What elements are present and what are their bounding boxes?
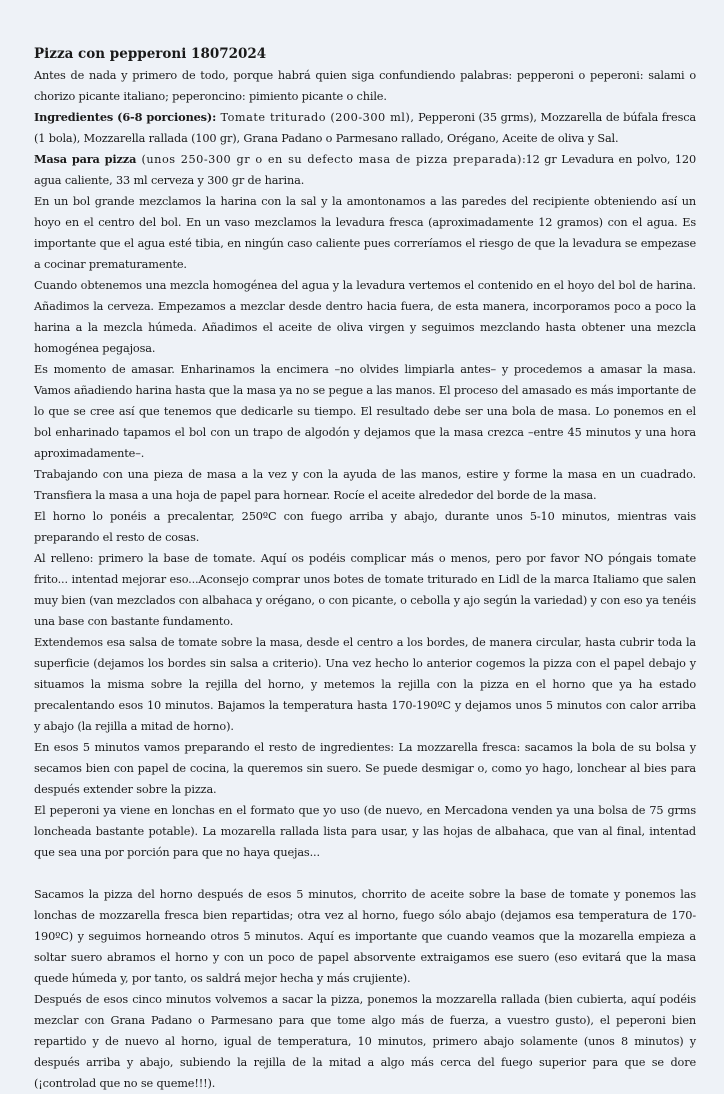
ingredients-paragraph	[34, 107, 696, 149]
body-paragraph: En esos 5 minutos vamos preparando el resto de ingredientes: La mozzarella fresca: sacamos la bola de su bolsa y secamos bien con papel de cocina, la queremos sin suero. Se puede desmigar o, como yo hago, lonchear al bies para después extender sobre la pizza.	[34, 741, 696, 796]
dough-paragraph	[34, 149, 696, 191]
body-paragraph: Sacamos la pizza del horno después de esos 5 minutos, chorrito de aceite sobre la base de tomate y ponemos las lonchas de mozzarella fresca bien repartidas; otra vez al horno, fuego sólo abajo (dejamos esa temperatura de 170-190ºC) y seguimos horneando otros 5 minutos. Aquí es importante que cuando veamos que la mozarella empieza a soltar suero abramos el horno y con un poco de papel absorvente extraigamos ese suero (eso evitará que la masa quede húmeda y, por tanto, os saldrá mejor hecha y más crujiente).	[34, 888, 696, 985]
body-paragraph: Cuando obtenemos una mezcla homogénea del agua y la levadura vertemos el contenido en el hoyo del bol de harina. Añadimos la cerveza. Empezamos a mezclar desde dentro hacia fuera, de esta manera, incorporamos poco a poco la harina a la mezcla húmeda. Añadimos el aceite de oliva virgen y seguimos mezclando hasta obtener una mezcla homogénea pegajosa.	[34, 279, 696, 355]
ingredients-list: Pepperoni (35 grms), Mozzarella de búfala fresca (1 bola), Mozzarella rallada (100 gr), Grana Padano o Parmesano rallado, Orégano, Aceite de oliva y Sal.	[34, 111, 696, 145]
body-paragraph: El horno lo ponéis a precalentar, 250ºC con fuego arriba y abajo, durante unos 5-10 minutos, mientras vais preparando el resto de cosas.	[34, 510, 696, 544]
body-paragraph: Extendemos esa salsa de tomate sobre la masa, desde el centro a los bordes, de manera circular, hasta cubrir toda la superficie (dejamos los bordes sin salsa a criterio). Una vez hecho lo anterior cogemos la pizza con el papel debajo y situamos la misma sobre la rejilla del horno, y metemos la rejilla con la pizza en el horno que ya ha estado precalentando esos 10 minutos. Bajamos la temperatura hasta 170-190ºC y dejamos unos 5 minutos con calor arriba y abajo (la rejilla a mitad de horno).	[34, 636, 696, 733]
body-paragraph: El peperoni ya viene en lonchas en el formato que yo uso (de nuevo, en Mercadona venden ya una bolsa de 75 grms loncheada bastante potable). La mozarella rallada lista para usar, y las hojas de albahaca, que van al final, intentad que sea una por porción para que no haya quejas...	[34, 804, 696, 859]
dough-label: Masa para pizza	[34, 152, 137, 166]
recipe-title: Pizza con pepperoni 18072024	[34, 46, 267, 62]
body-paragraph: Al relleno: primero la base de tomate. Aquí os podéis complicar más o menos, pero por favor NO póngais tomate frito... intentad mejorar eso...Aconsejo comprar unos botes de tomate triturado en Lidl de la marca Italiamo que salen muy bien (van mezclados con albahaca y orégano, o con picante, o cebolla y ajo según la variedad) y con eso ya tenéis una base con bastante fundamento.	[34, 552, 696, 628]
intro-paragraph: Antes de nada y primero de todo, porque habrá quien siga confundiendo palabras: pepperoni o peperoni: salami o chorizo picante italiano; peperoncino: pimiento picante o chile.	[34, 69, 696, 103]
paragraph-gap	[34, 863, 696, 884]
body-paragraph: Después de esos cinco minutos volvemos a sacar la pizza, ponemos la mozzarella rallada (bien cubierta, aquí podéis mezclar con Grana Padano o Parmesano para que tome algo más de fuerza, a vuestro gusto), el peperoni bien repartido y de nuevo al horno, igual de temperatura, 10 minutos, primero abajo solamente (unos 8 minutos) y después arriba y abajo, subiendo la rejilla de la mitad a algo más cerca del fuego superior para que se dore (¡controlad que no se queme!!!).	[34, 993, 696, 1090]
body-paragraph: Es momento de amasar. Enharinamos la encimera –no olvides limpiarla antes– y procedemos a amasar la masa. Vamos añadiendo harina hasta que la masa ya no se pegue a las manos. El proceso del amasado es más importante de lo que se cree así que tenemos que dedicarle su tiempo. El resultado debe ser una bola de masa. Lo ponemos en el bol enharinado tapamos el bol con un trapo de algodón y dejamos que la masa crezca –entre 45 minutos y una hora aproximadamente–.	[34, 363, 696, 460]
ingredients-label: Ingredientes (6-8 porciones):	[34, 110, 217, 124]
ingredients-tomato: Tomate triturado (200-300 ml),	[216, 111, 415, 124]
dough-quantity: (unos 250-300 gr o en su defecto masa de pizza preparada)	[136, 153, 522, 166]
dough-ingredients: :12 gr Levadura en polvo, 120 agua caliente, 33 ml cerveza y 300 gr de harina.	[34, 153, 697, 187]
body-paragraph: Trabajando con una pieza de masa a la vez y con la ayuda de las manos, estire y forme la masa en un cuadrado. Transfiera la masa a una hoja de papel para hornear. Rocíe el aceite alrededor del borde de la masa.	[34, 468, 696, 502]
body-paragraph: En un bol grande mezclamos la harina con la sal y la amontonamos a las paredes del recipiente obteniendo así un hoyo en el centro del bol. En un vaso mezclamos la levadura fresca (aproximadamente 12 gramos) con el agua. Es importante que el agua esté tibia, en ningún caso caliente pues correríamos el riesgo de que la levadura se empezase a cocinar prematuramente.	[34, 195, 696, 271]
